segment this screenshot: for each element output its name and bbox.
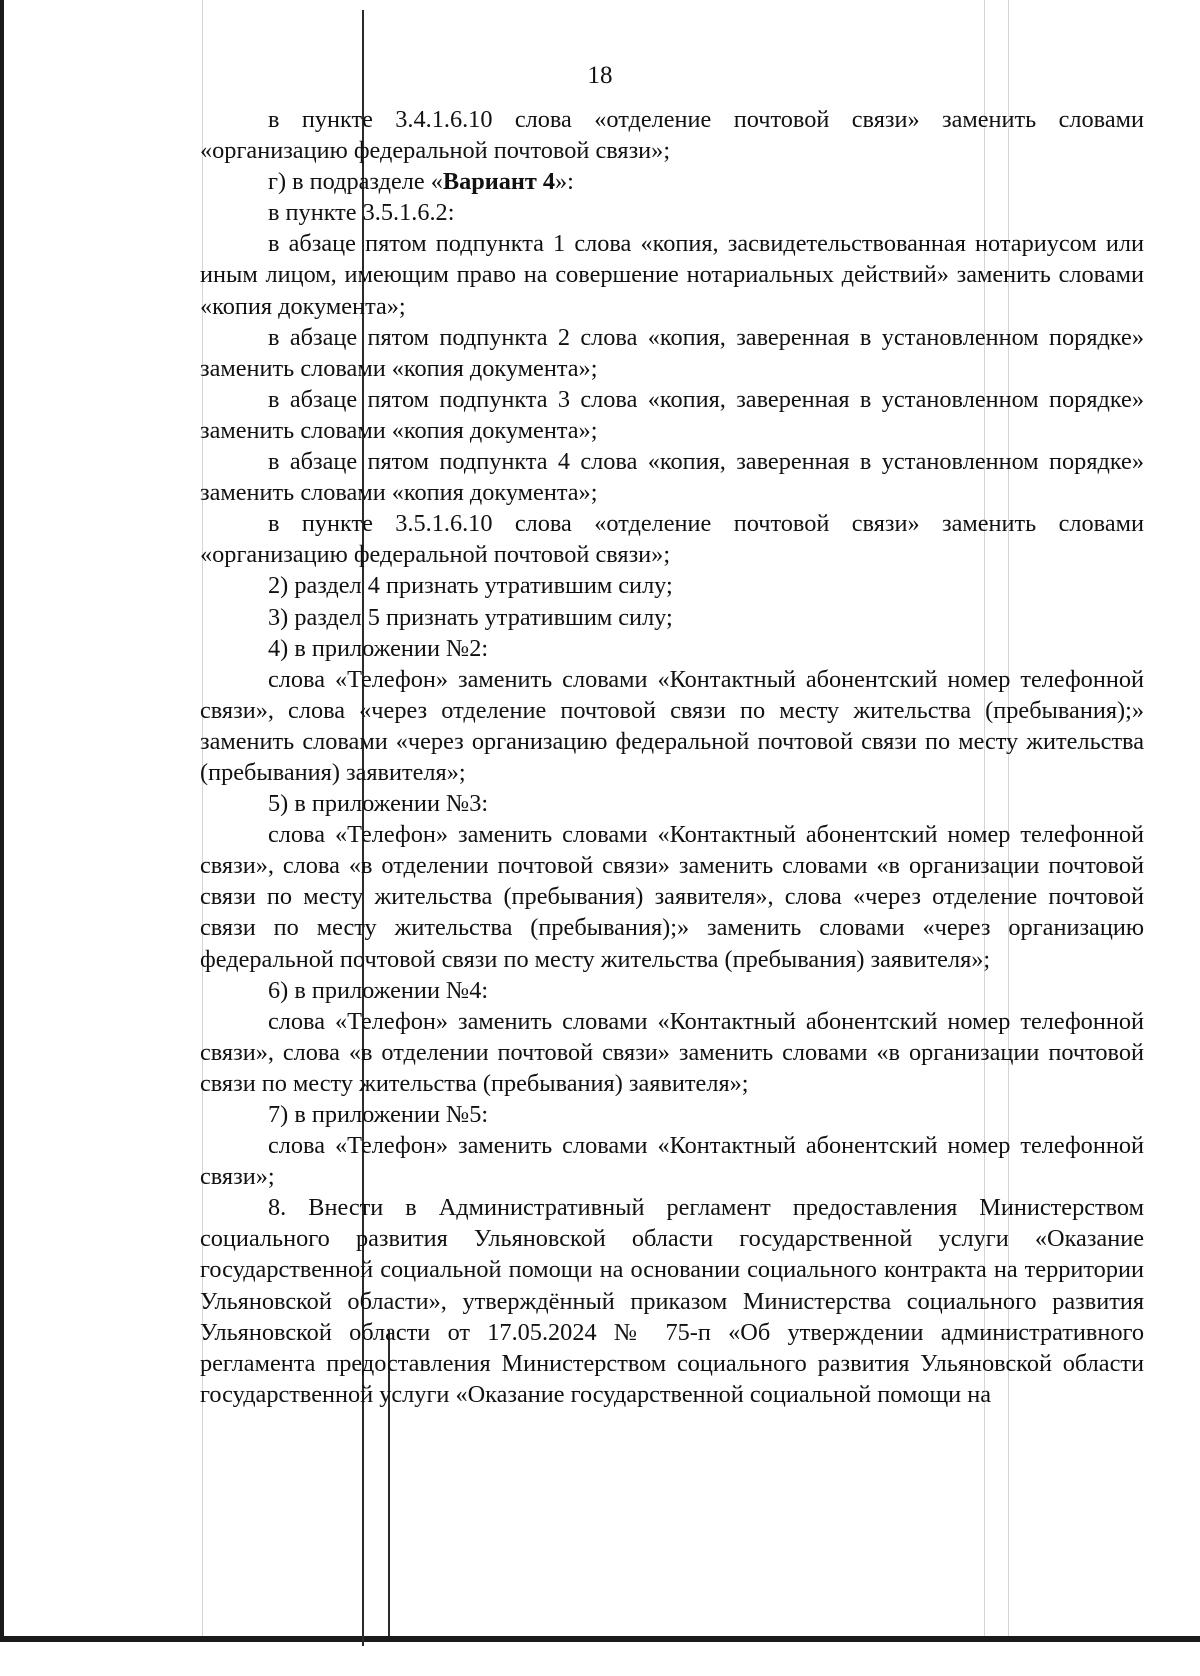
- paragraph: слова «Телефон» заменить словами «Контактный абонентский номер телефонной связи», слова «в отделении почтовой связи» заменить словами «в организации почтовой связи по месту жительства (пребывания) заявителя», слова «через отделение почтовой связи по месту жительства (пребывания);» заменить словами «через организацию федеральной почтовой связи по месту жительства (пребывания) заявителя»;: [200, 821, 1144, 973]
- variant-bold-label: Вариант 4: [442, 168, 556, 196]
- paragraph: слова «Телефон» заменить словами «Контактный абонентский номер телефонной связи», слова «в отделении почтовой связи» заменить словами «в организации почтовой связи по месту жительства (пребывания) заявителя»;: [200, 1007, 1144, 1097]
- scan-border-bottom: [0, 1636, 1200, 1642]
- paragraph: в пункте 3.4.1.6.10 слова «отделение почтовой связи» заменить словами «организацию федеральной почтовой связи»;: [200, 106, 1144, 165]
- paragraph: 6) в приложении №4:: [268, 976, 489, 1004]
- paragraph-text: »:: [555, 168, 574, 196]
- paragraph: 2) раздел 4 признать утратившим силу;: [268, 572, 673, 600]
- paragraph: в абзаце пятом подпункта 2 слова «копия, заверенная в установленном порядке» заменить словами «копия документа»;: [200, 323, 1144, 382]
- paragraph: слова «Телефон» заменить словами «Контактный абонентский номер телефонной связи»;: [200, 1132, 1144, 1191]
- paragraph: в абзаце пятом подпункта 4 слова «копия, заверенная в установленном порядке» заменить словами «копия документа»;: [200, 448, 1144, 507]
- paragraph-text: г) в подразделе «: [268, 168, 443, 196]
- paragraph: 4) в приложении №2:: [268, 634, 489, 662]
- paragraph: в пункте 3.5.1.6.2:: [268, 199, 455, 227]
- document-body: [200, 104, 1144, 1410]
- paragraph: 5) в приложении №3:: [268, 790, 489, 818]
- paragraph-subsection-heading: [200, 166, 1144, 197]
- page-number: 18: [587, 62, 613, 89]
- paragraph: в абзаце пятом подпункта 3 слова «копия, заверенная в установленном порядке» заменить словами «копия документа»;: [200, 385, 1144, 444]
- paragraph: в пункте 3.5.1.6.10 слова «отделение почтовой связи» заменить словами «организацию федеральной почтовой связи»;: [200, 510, 1144, 569]
- paragraph: 7) в приложении №5:: [268, 1101, 489, 1128]
- paragraph: в абзаце пятом подпункта 1 слова «копия, засвидетельствованная нотариусом или иным лицом, имеющим право на совершение нотариальных действий» заменить словами «копия документа»;: [200, 230, 1144, 320]
- paragraph: 3) раздел 5 признать утратившим силу;: [268, 603, 673, 631]
- paragraph: слова «Телефон» заменить словами «Контактный абонентский номер телефонной связи», слова «через отделение почтовой связи по месту жительства (пребывания);» заменить словами «через организацию федеральной почтовой связи по месту жительства (пребывания) заявителя»;: [200, 665, 1144, 786]
- paragraph: 8. Внести в Административный регламент предоставления Министерством социального развития Ульяновской области государственной услуги «Оказание государственной социальной помощи на основании социального контракта на территории Ульяновской области», утверждённый приказом Министерства социального развития Ульяновской области от 17.05.2024 № 75-п «Об утверждении административного регламента предоставления Министерством социального развития Ульяновской области государственной услуги «Оказание государственной социальной помощи на: [200, 1194, 1144, 1408]
- scan-border-left: [0, 0, 4, 1640]
